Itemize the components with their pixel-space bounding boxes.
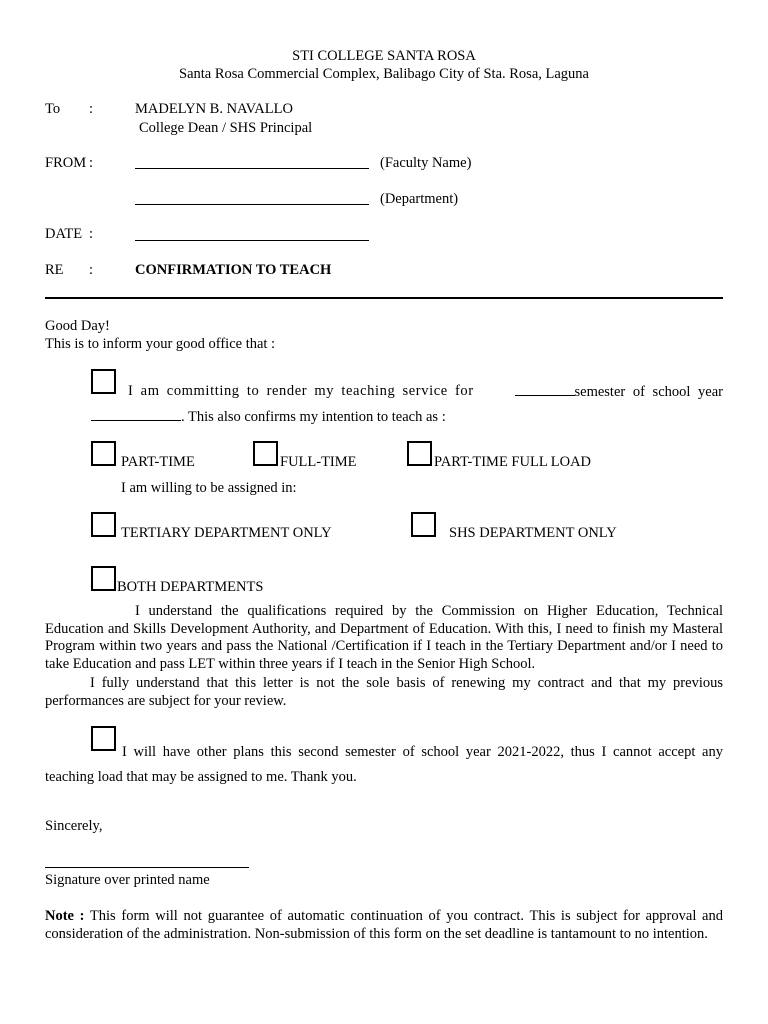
commit-text-2-group <box>515 383 724 401</box>
recipient-name: MADELYN B. NAVALLO <box>135 101 293 117</box>
signature-label: Signature over printed name <box>45 872 210 888</box>
re-label: RE <box>45 262 64 278</box>
full-time-label: FULL-TIME <box>280 454 357 470</box>
tertiary-label: TERTIARY DEPARTMENT ONLY <box>121 525 332 541</box>
both-departments-checkbox[interactable] <box>91 566 116 591</box>
date-field[interactable] <box>135 240 369 241</box>
part-time-full-load-label: PART-TIME FULL LOAD <box>434 454 592 470</box>
commit-line-2 <box>91 408 446 426</box>
intro-text: This is to inform your good office that : <box>45 336 276 352</box>
commit-text-2: semester of school year <box>574 384 723 400</box>
date-label: DATE <box>45 226 83 242</box>
faculty-name-field[interactable] <box>135 168 369 169</box>
note-label: Note : <box>45 908 85 924</box>
shs-checkbox[interactable] <box>411 512 436 537</box>
school-name: STI COLLEGE SANTA ROSA <box>292 48 476 64</box>
part-time-label: PART-TIME <box>121 454 195 470</box>
to-label: To <box>45 101 61 117</box>
recipient-title: College Dean / SHS Principal <box>139 120 313 136</box>
school-address: Santa Rosa Commercial Complex, Balibago City of Sta. Rosa, Laguna <box>179 66 589 82</box>
note-paragraph <box>45 908 723 943</box>
to-colon: : <box>89 101 94 117</box>
commit-checkbox[interactable] <box>91 369 116 394</box>
closing: Sincerely, <box>45 818 103 834</box>
semester-field[interactable] <box>515 383 575 396</box>
understanding-paragraph: I fully understand that this letter is not the sole basis of renewing my contract and that my previous performances are subject for your review. <box>45 675 723 709</box>
part-time-checkbox[interactable] <box>91 441 116 466</box>
note-text: This form will not guarantee of automatic continuation of you contract. This is subject for approval and consideration of the administration. Non-submission of this form on the set deadline is tantamount to no intention. <box>45 908 723 942</box>
commit-line <box>128 383 723 401</box>
school-year-field[interactable] <box>91 408 181 421</box>
from-colon: : <box>89 155 94 171</box>
other-plans-paragraph: I will have other plans this second semester of school year 2021-2022, thus I cannot accept any teaching load that may be assigned to me. Thank you. <box>45 744 723 785</box>
subject: CONFIRMATION TO TEACH <box>135 262 332 278</box>
willing-text: I am willing to be assigned in: <box>121 480 297 496</box>
part-time-full-load-checkbox[interactable] <box>407 441 432 466</box>
header-divider <box>45 297 723 299</box>
commit-text-1: I am committing to render my teaching service for <box>128 383 474 399</box>
commit-text-3: . This also confirms my intention to teach as : <box>181 409 446 425</box>
signature-field[interactable] <box>45 867 249 868</box>
qualifications-paragraph: I understand the qualifications required by the Commission on Higher Education, Technical Education and Skills Development Authority, and Department of Education. With this, I need to finish my Masteral Program within two years and pass the National /Certification if I teach in the Tertiary Department and/or I need to take Education and pass LET within three years if I teach in the Senior High School. <box>45 603 723 672</box>
shs-label: SHS DEPARTMENT ONLY <box>449 525 617 541</box>
greeting: Good Day! <box>45 318 110 334</box>
tertiary-checkbox[interactable] <box>91 512 116 537</box>
faculty-name-hint: (Faculty Name) <box>380 155 472 171</box>
from-label: FROM <box>45 155 87 171</box>
re-colon: : <box>89 262 94 278</box>
department-field[interactable] <box>135 204 369 205</box>
department-hint: (Department) <box>380 191 459 207</box>
date-colon: : <box>89 226 94 242</box>
both-departments-label: BOTH DEPARTMENTS <box>117 579 264 595</box>
full-time-checkbox[interactable] <box>253 441 278 466</box>
